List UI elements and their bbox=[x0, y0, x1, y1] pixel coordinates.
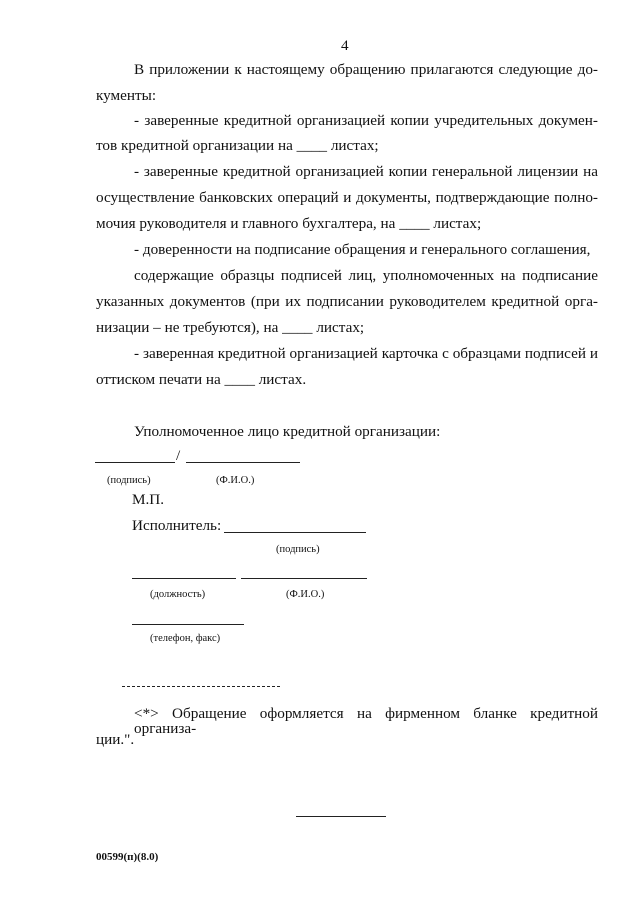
authorized-person-label: Уполномоченное лицо кредитной организации: bbox=[134, 423, 441, 440]
item-3-line-1: - доверенности на подписание обращения и генерального соглашения, bbox=[134, 241, 591, 258]
intro-line-1: В приложении к настоящему обращению прилагаются следующие до- bbox=[134, 61, 598, 78]
item-1-line-1: - заверенные кредитной организацией копии учредительных докумен- bbox=[134, 112, 598, 129]
item-2-line-3: мочия руководителя и главного бухгалтера, на ____ листах; bbox=[96, 215, 482, 232]
footnote-line-1: <*> Обращение оформляется на фирменном бланке кредитной организа- bbox=[134, 705, 598, 738]
page-number: 4 bbox=[341, 37, 349, 54]
item-4-line-1: - заверенная кредитной организацией карточка с образцами подписей и bbox=[134, 345, 598, 362]
executor-signature-caption: (подпись) bbox=[276, 544, 320, 555]
signature-slash: / bbox=[176, 447, 181, 464]
executor-signature-line bbox=[224, 532, 366, 533]
executor-name-caption: (Ф.И.О.) bbox=[286, 589, 325, 600]
document-code: 00599(п)(8.0) bbox=[96, 851, 159, 863]
phone-caption: (телефон, факс) bbox=[150, 633, 221, 644]
item-3-line-2: содержащие образцы подписей лиц, уполномоченных на подписание bbox=[134, 267, 598, 284]
executor-name-line bbox=[241, 578, 367, 579]
intro-line-2: кументы: bbox=[96, 87, 157, 104]
item-4-line-2: оттиском печати на ____ листах. bbox=[96, 371, 307, 388]
executor-label: Исполнитель: bbox=[132, 517, 222, 534]
item-3-line-4: низации – не требуются), на ____ листах; bbox=[96, 319, 365, 336]
footnote-line-2: ции.". bbox=[96, 731, 135, 748]
position-line bbox=[132, 578, 236, 579]
seal-label: М.П. bbox=[132, 491, 165, 508]
signature-caption: (подпись) bbox=[107, 475, 151, 486]
phone-line bbox=[132, 624, 244, 625]
item-2-line-1: - заверенные кредитной организацией копии генеральной лицензии на bbox=[134, 163, 598, 180]
name-caption: (Ф.И.О.) bbox=[216, 475, 255, 486]
signature-line bbox=[95, 462, 175, 463]
item-2-line-2: осуществление банковских операций и документы, подтверждающие полно- bbox=[96, 189, 598, 206]
footnote-separator bbox=[122, 686, 280, 687]
item-3-line-3: указанных документов (при их подписании руководителем кредитной орга- bbox=[96, 293, 598, 310]
position-caption: (должность) bbox=[150, 589, 206, 600]
name-line bbox=[186, 462, 300, 463]
item-1-line-2: тов кредитной организации на ____ листах; bbox=[96, 137, 379, 154]
end-rule bbox=[296, 816, 386, 817]
